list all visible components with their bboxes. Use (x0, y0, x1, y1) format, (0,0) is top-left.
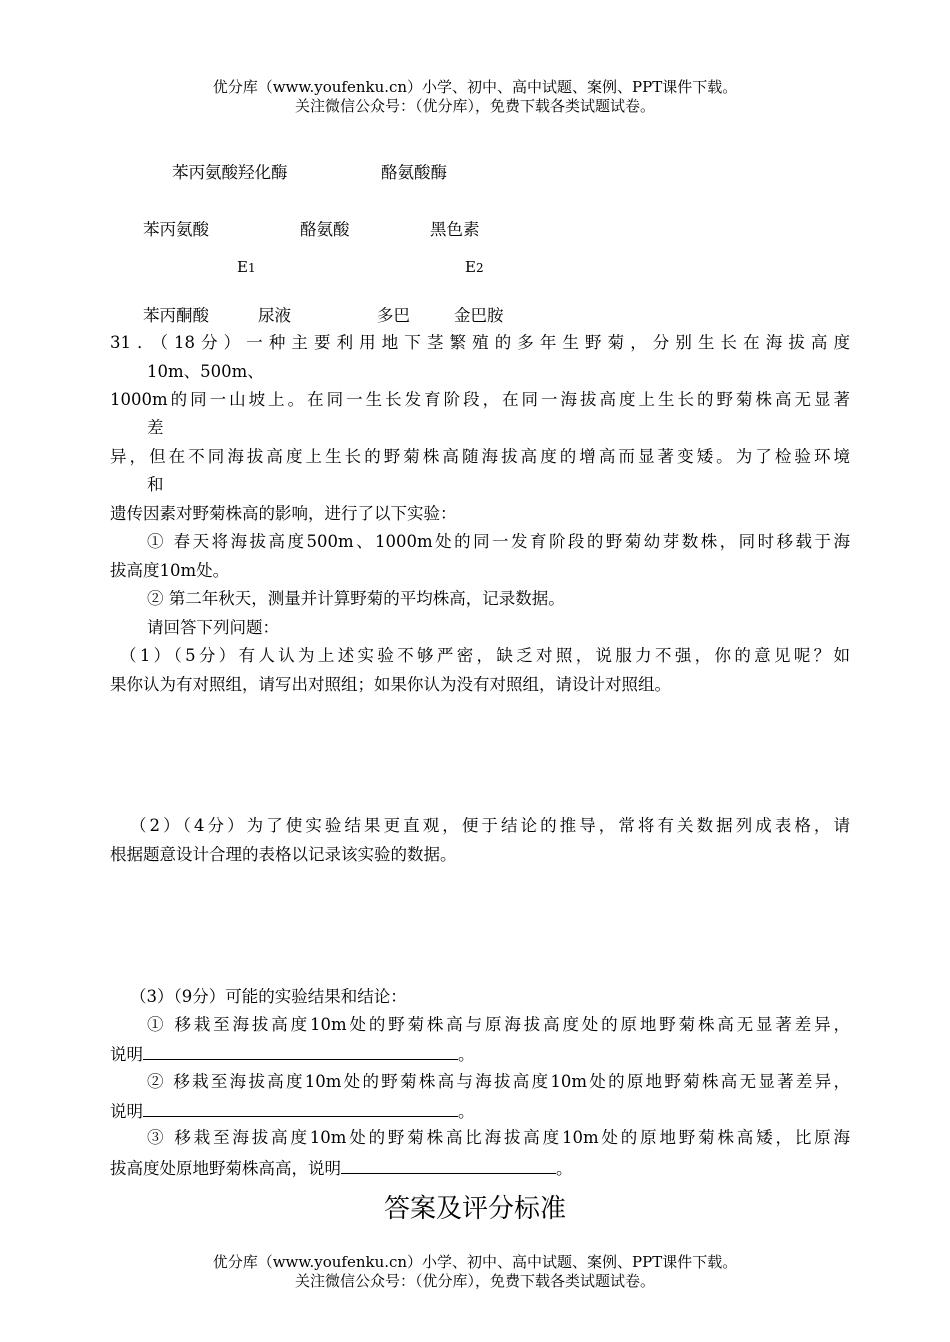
q31-step-2: ② 第二年秋天，测量并计算野菊的平均株高，记录数据。 (147, 589, 565, 608)
q31-part-3: （3）（9分）可能的实验结果和结论： (130, 987, 407, 1006)
answer-section-title: 答案及评分标准 (383, 1194, 566, 1224)
result-2-label: 说明 (110, 1102, 143, 1121)
q31-line-3: 异，但在不同海拔高度上生长的野菊株高随海拔高度的增高而显著变矮。为了检验环境 (110, 447, 850, 466)
q31-line-2b: 差 (147, 418, 164, 437)
q31-part-1a: （1）（5分）有人认为上述实验不够严密，缺乏对照，说服力不强，你的意见呢？如 (120, 646, 850, 665)
q31-step-1b: 拔高度10m处。 (110, 561, 230, 580)
node-melanin: 黑色素 (430, 220, 480, 239)
q31-line-3b: 和 (147, 475, 164, 494)
q31-part-1b: 果你认为有对照组，请写出对照组；如果你认为没有对照组，请设计对照组。 (110, 675, 671, 694)
answer-blank-1[interactable] (143, 1043, 458, 1060)
label-e2: E2 (465, 258, 484, 276)
node-urine: 尿液 (258, 306, 291, 325)
enzyme-tyrosinase: 酪氨酸酶 (381, 163, 447, 182)
result-1-line-b: 说明 。 (110, 1045, 475, 1064)
node-tyrosine: 酪氨酸 (300, 220, 350, 239)
node-dopa: 多巴 (377, 306, 410, 325)
header-line-2: 关注微信公众号：（优分库），免费下载各类试题试卷。 (294, 97, 655, 115)
node-dopamine: 金巴胺 (454, 306, 504, 325)
q31-prompt: 请回答下列问题： (147, 618, 279, 637)
footer-line-2: 关注微信公众号：（优分库），免费下载各类试题试卷。 (294, 1272, 655, 1290)
result-1-line-a: ① 移栽至海拔高度10m处的野菊株高与原海拔高度处的原地野菊株高无显著差异， (147, 1015, 850, 1034)
result-3-line-b: 拔高度处原地野菊株高高，说明 。 (110, 1159, 573, 1178)
result-1-label: 说明 (110, 1045, 143, 1064)
answer-blank-2[interactable] (143, 1100, 458, 1117)
header-line-1: 优分库（www.youfenku.cn）小学、初中、高中试题、案例、PPT课件下载。 (212, 78, 738, 96)
q31-line-1b: 10m、500m、 (147, 362, 264, 381)
q31-part-2b: 根据题意设计合理的表格以记录该实验的数据。 (110, 845, 457, 864)
q31-step-1a: ① 春天将海拔高度500m、1000m处的同一发育阶段的野菊幼芽数株，同时移载于海 (147, 532, 850, 551)
result-3-label: 拔高度处原地野菊株高高，说明 (110, 1159, 341, 1178)
q31-line-2: 1000m的同一山坡上。在同一生长发育阶段，在同一海拔高度上生长的野菊株高无显著 (110, 390, 850, 409)
result-3-line-a: ③ 移栽至海拔高度10m处的野菊株高比海拔高度10m处的原地野菊株高矮，比原海 (147, 1128, 850, 1147)
node-phenylalanine: 苯丙氨酸 (143, 220, 209, 239)
footer-line-1: 优分库（www.youfenku.cn）小学、初中、高中试题、案例、PPT课件下载。 (212, 1253, 738, 1271)
q31-line-1: 31．（18分）一种主要利用地下茎繁殖的多年生野菊，分别生长在海拔高度 (110, 333, 850, 352)
result-2-line-a: ② 移栽至海拔高度10m处的野菊株高与海拔高度10m处的原地野菊株高无显著差异， (147, 1072, 850, 1091)
label-e1: E1 (237, 258, 256, 276)
answer-blank-3[interactable] (341, 1157, 556, 1174)
q31-part-2a: （2）（4分）为了使实验结果更直观，便于结论的推导，常将有关数据列成表格，请 (130, 816, 850, 835)
q31-line-4: 遗传因素对野菊株高的影响，进行了以下实验： (110, 504, 457, 523)
node-phenylpyruvic-acid: 苯丙酮酸 (143, 306, 209, 325)
enzyme-phenylalanine-hydroxylase: 苯丙氨酸羟化酶 (172, 163, 288, 182)
result-2-line-b: 说明 。 (110, 1102, 475, 1121)
